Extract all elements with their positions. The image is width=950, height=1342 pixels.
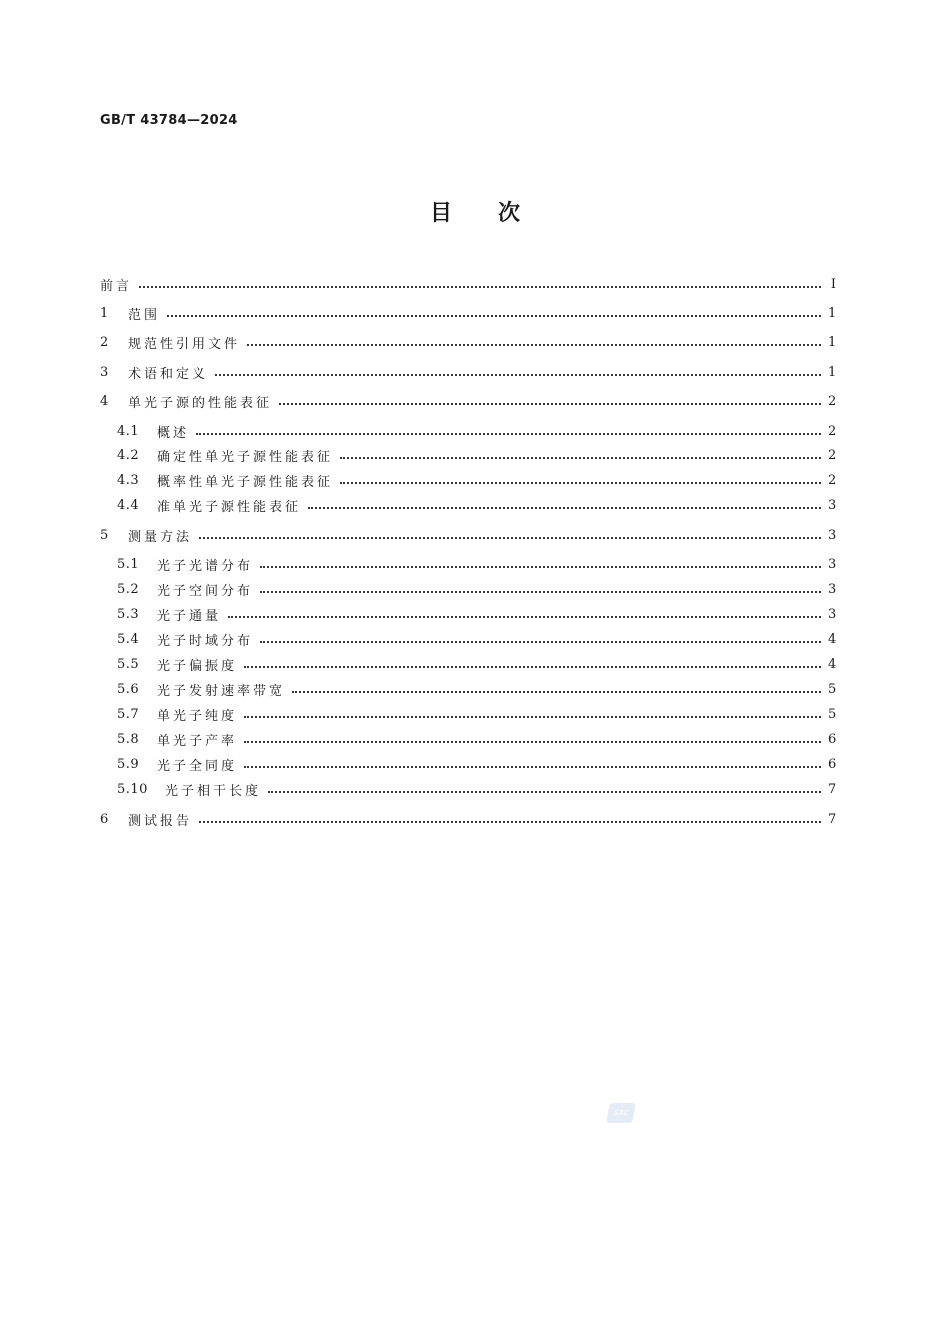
toc-entry[interactable]: [100, 751, 836, 777]
toc-entry-label: 光子全同度: [157, 758, 238, 774]
toc-entry-page: 3: [828, 497, 837, 513]
toc-entry-number: 3: [100, 364, 109, 380]
toc-entry-page: 5: [828, 681, 837, 697]
toc-entry-page: 2: [828, 393, 837, 409]
document-code: GB/T 43784—2024: [100, 113, 238, 128]
toc-leader-dots: [196, 432, 821, 435]
toc-entry-page: 2: [828, 472, 837, 488]
toc-entry-page: 3: [828, 581, 837, 597]
toc-entry[interactable]: [100, 300, 836, 326]
toc-entry-label: 测试报告: [128, 813, 193, 829]
toc-entry-number: 5.1: [117, 556, 140, 572]
toc-leader-dots: [199, 820, 821, 823]
toc-entry-label: 确定性单光子源性能表征: [157, 449, 334, 465]
toc-entry[interactable]: [100, 271, 836, 297]
toc-entry-page: 1: [828, 364, 837, 380]
toc-leader-dots: [260, 565, 821, 568]
toc-entry[interactable]: [100, 418, 836, 444]
toc-entry[interactable]: [100, 626, 836, 652]
toc-entry-label: 范围: [128, 307, 161, 323]
toc-entry-label: 单光子纯度: [157, 708, 238, 724]
toc-leader-dots: [215, 373, 821, 376]
toc-entry-page: 3: [828, 606, 837, 622]
toc-entry[interactable]: [100, 651, 836, 677]
toc-entry-number: 2: [100, 334, 109, 350]
toc-entry[interactable]: [100, 492, 836, 518]
toc-entry-page: 7: [828, 811, 837, 827]
toc-entry-label: 光子时域分布: [157, 633, 254, 649]
toc-entry[interactable]: [100, 576, 836, 602]
toc-entry[interactable]: [100, 676, 836, 702]
toc-entry-label: 术语和定义: [128, 366, 209, 382]
toc-entry-page: 7: [828, 781, 837, 797]
toc-entry-label: 光子空间分布: [157, 583, 254, 599]
toc-entry-number: 4: [100, 393, 109, 409]
toc-entry-page: I: [830, 276, 836, 292]
toc-leader-dots: [260, 640, 821, 643]
toc-entry-number: 5.3: [117, 606, 140, 622]
toc-leader-dots: [244, 765, 821, 768]
toc-entry-label: 概率性单光子源性能表征: [157, 474, 334, 490]
toc-leader-dots: [340, 481, 821, 484]
toc-leader-dots: [247, 343, 821, 346]
sac-watermark-logo: SAC: [606, 1103, 636, 1123]
toc-entry-label: 前言: [100, 278, 133, 294]
toc-entry-number: 1: [100, 305, 109, 321]
toc-entry[interactable]: [100, 726, 836, 752]
toc-entry-label: 光子相干长度: [165, 783, 262, 799]
toc-entry[interactable]: [100, 442, 836, 468]
toc-entry-number: 5.10: [117, 781, 148, 797]
toc-entry-number: 5.4: [117, 631, 140, 647]
toc-entry-number: 4.3: [117, 472, 140, 488]
toc-entry-number: 4.1: [117, 423, 140, 439]
toc-entry-number: 4.4: [117, 497, 140, 513]
toc-entry-label: 光子偏振度: [157, 658, 238, 674]
toc-entry-number: 5.9: [117, 756, 140, 772]
toc-entry[interactable]: [100, 601, 836, 627]
toc-entry[interactable]: [100, 467, 836, 493]
toc-entry-label: 单光子源的性能表征: [128, 395, 273, 411]
toc-entry-label: 准单光子源性能表征: [157, 499, 302, 515]
toc-entry-number: 5.6: [117, 681, 140, 697]
toc-entry-label: 测量方法: [128, 529, 193, 545]
toc-entry[interactable]: [100, 388, 836, 414]
toc-entry-number: 6: [100, 811, 109, 827]
toc-entry-page: 2: [828, 423, 837, 439]
toc-leader-dots: [279, 402, 821, 405]
toc-entry[interactable]: [100, 776, 836, 802]
toc-leader-dots: [260, 590, 821, 593]
toc-entry[interactable]: [100, 522, 836, 548]
toc-leader-dots: [244, 740, 821, 743]
toc-entry-page: 2: [828, 447, 837, 463]
toc-entry-label: 单光子产率: [157, 733, 238, 749]
toc-leader-dots: [228, 615, 821, 618]
toc-entry-number: 5.5: [117, 656, 140, 672]
toc-entry-page: 1: [828, 305, 837, 321]
toc-entry-page: 1: [828, 334, 837, 350]
toc-entry-page: 4: [828, 631, 837, 647]
toc-leader-dots: [244, 715, 821, 718]
toc-entry-page: 3: [828, 556, 837, 572]
toc-leader-dots: [268, 790, 821, 793]
toc-title: 目次: [429, 201, 566, 226]
toc-leader-dots: [292, 690, 821, 693]
toc-entry[interactable]: [100, 329, 836, 355]
toc-entry-page: 3: [828, 527, 837, 543]
toc-entry-number: 5.7: [117, 706, 140, 722]
toc-leader-dots: [167, 314, 821, 317]
toc-leader-dots: [139, 285, 821, 288]
toc-entry-page: 5: [828, 706, 837, 722]
toc-entry-number: 5.8: [117, 731, 140, 747]
toc-entry-label: 规范性引用文件: [128, 336, 241, 352]
toc-entry-label: 光子光谱分布: [157, 558, 254, 574]
toc-leader-dots: [199, 536, 821, 539]
toc-entry[interactable]: [100, 359, 836, 385]
toc-entry-label: 概述: [157, 425, 190, 441]
toc-entry[interactable]: [100, 701, 836, 727]
toc-leader-dots: [340, 456, 821, 459]
toc-entry-page: 6: [828, 731, 837, 747]
toc-entry-number: 4.2: [117, 447, 140, 463]
toc-entry-page: 4: [828, 656, 837, 672]
toc-entry[interactable]: [100, 806, 836, 832]
toc-entry-label: 光子发射速率带宽: [157, 683, 286, 699]
toc-entry[interactable]: [100, 551, 836, 577]
toc-entry-label: 光子通量: [157, 608, 222, 624]
toc-entry-page: 6: [828, 756, 837, 772]
toc-entry-number: 5.2: [117, 581, 140, 597]
toc-entry-number: 5: [100, 527, 109, 543]
toc-leader-dots: [308, 506, 821, 509]
toc-leader-dots: [244, 665, 821, 668]
